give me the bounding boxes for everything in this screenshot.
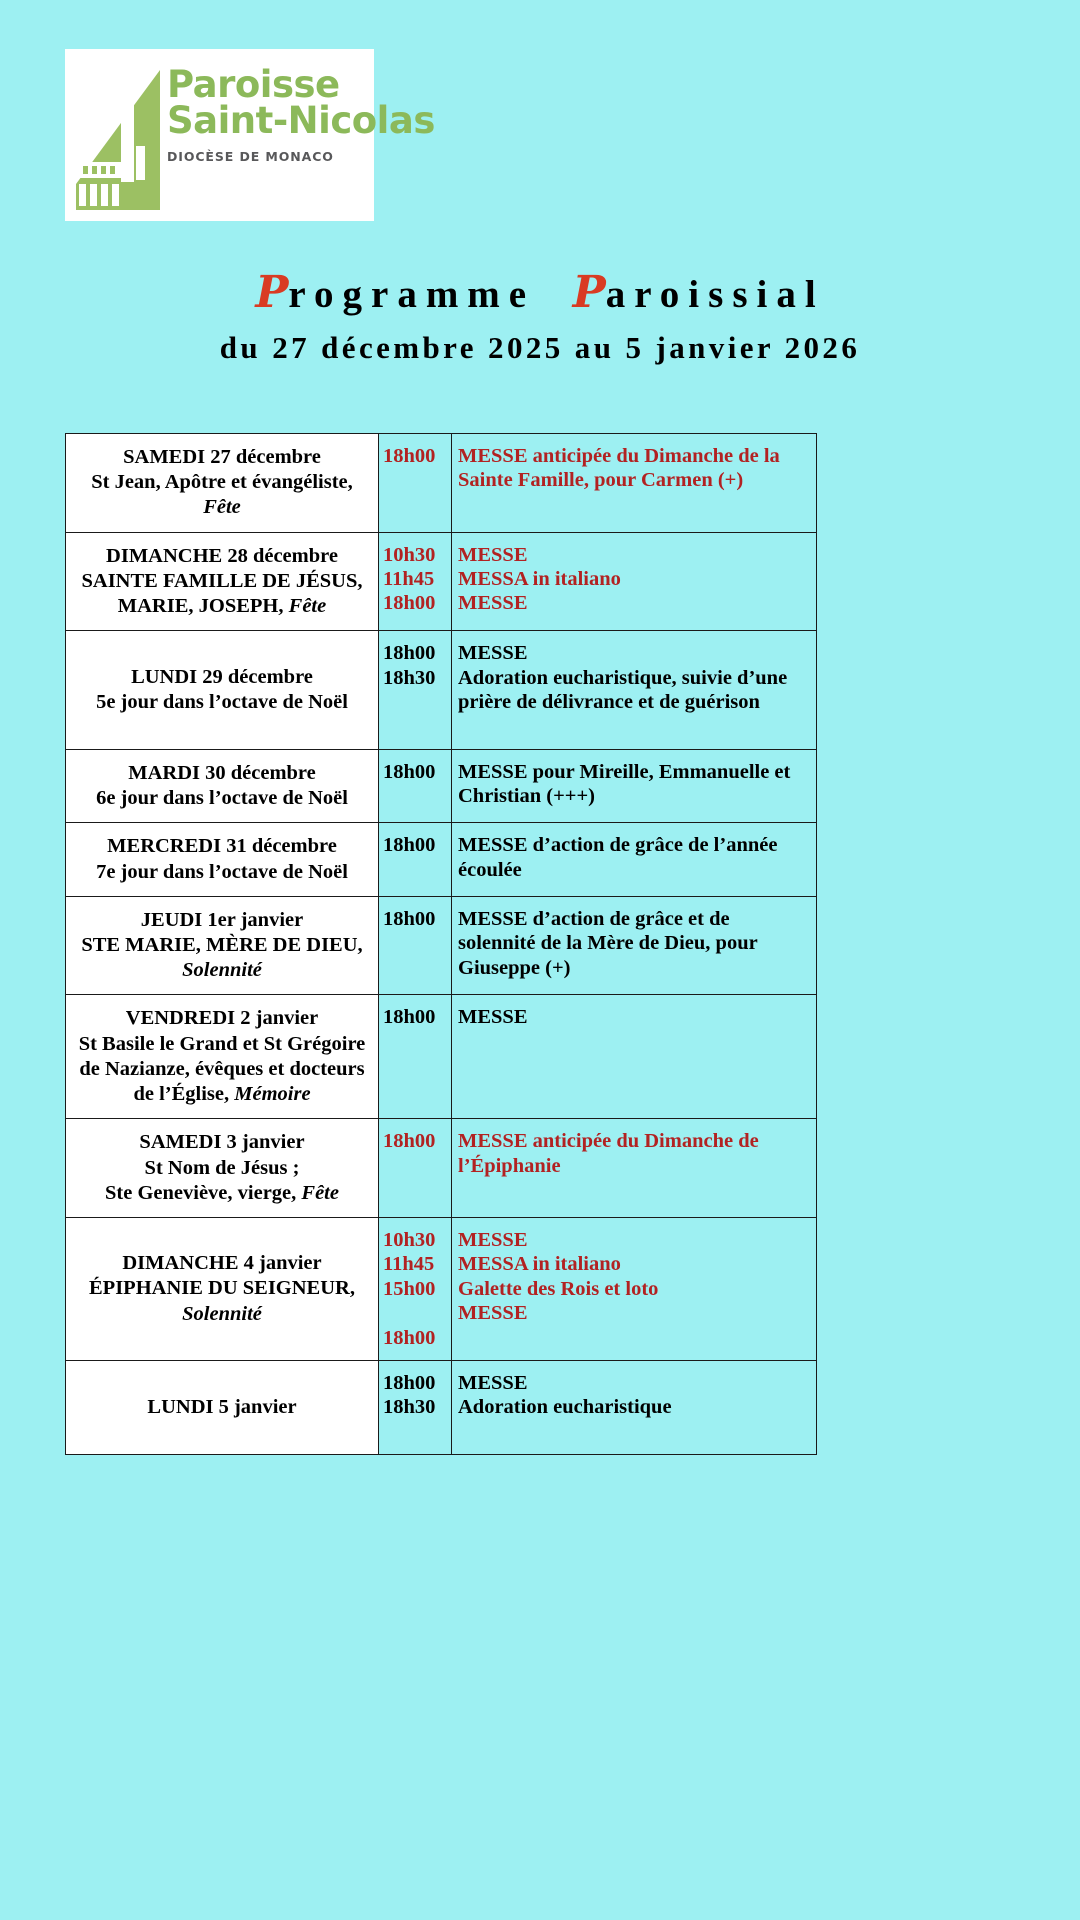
day-cell: [66, 749, 379, 822]
day-cell: [66, 1360, 379, 1454]
day-line: Ste Geneviève, vierge, Fête: [105, 1181, 339, 1204]
time-spacer: [383, 714, 445, 738]
table-row: [66, 1360, 817, 1454]
time-cell: [379, 749, 452, 822]
table-row: [66, 532, 817, 631]
event-description: MESSE pour Mireille, Emmanuelle et Christian (+++): [458, 760, 791, 808]
event-time: 11h45: [383, 1253, 435, 1276]
logo-name-line1: Paroisse: [167, 63, 340, 106]
table-row: [66, 1119, 817, 1218]
day-cell: [66, 995, 379, 1119]
event-description: Adoration eucharistique: [458, 1396, 672, 1419]
event-time: 18h00: [383, 1326, 436, 1349]
event-time: 18h00: [383, 834, 436, 857]
table-row: [66, 749, 817, 822]
event-time: 18h00: [383, 760, 436, 783]
event-time: 18h00: [383, 907, 436, 930]
event-description: MESSE d’action de grâce et de solennité de la Mère de Dieu, pour Giuseppe (+): [458, 907, 758, 979]
title-word-paroissial: aroissial: [605, 273, 825, 316]
description-cell: [452, 532, 817, 631]
title-initial-p2: P: [572, 267, 606, 318]
parish-logo: [65, 49, 435, 221]
time-cell: [379, 532, 452, 631]
event-description: MESSA in italiano: [458, 568, 621, 591]
title-initial-p1: P: [255, 267, 289, 318]
description-cell: [452, 823, 817, 896]
event-description: MESSE: [458, 1371, 528, 1394]
day-line: 7e jour dans l’octave de Noël: [96, 860, 348, 883]
table-row: [66, 1217, 817, 1360]
event-time: 10h30: [383, 1228, 436, 1251]
day-line: LUNDI 5 janvier: [147, 1395, 297, 1418]
event-description: MESSE: [458, 1228, 528, 1251]
time-cell: [379, 434, 452, 533]
day-line: MERCREDI 31 décembre: [107, 835, 337, 858]
day-line: VENDREDI 2 janvier: [125, 1007, 319, 1030]
day-cell: [66, 896, 379, 995]
day-line: St Basile le Grand et St Grégoire: [78, 1032, 366, 1055]
time-spacer: [383, 784, 445, 808]
event-time: 18h30: [383, 1396, 436, 1419]
table-row: [66, 896, 817, 995]
event-time: 10h30: [383, 543, 436, 566]
event-time: 18h00: [383, 592, 436, 615]
day-line: MARDI 30 décembre: [128, 761, 316, 784]
event-description: MESSE: [458, 1006, 528, 1029]
event-description: MESSE: [458, 543, 528, 566]
time-spacer: [383, 468, 445, 492]
event-description: MESSE d’action de grâce de l’année écoulée: [458, 834, 778, 881]
description-cell: [452, 995, 817, 1119]
time-spacer: [383, 1154, 445, 1178]
table-row: [66, 434, 817, 533]
table-row: [66, 631, 817, 750]
event-time: 11h45: [383, 568, 435, 591]
event-time: 18h00: [383, 642, 436, 665]
event-description: Galette des Rois et loto: [458, 1277, 659, 1300]
time-spacer: [383, 1420, 445, 1444]
day-line: STE MARIE, MÈRE DE DIEU,: [81, 933, 363, 956]
event-description: MESSE anticipée du Dimanche de la Sainte Famille, pour Carmen (+): [458, 445, 780, 492]
day-cell: [66, 1217, 379, 1360]
description-cell: [452, 1119, 817, 1218]
logo-inner: [65, 49, 435, 221]
time-spacer: [383, 690, 445, 714]
event-time: 18h00: [383, 1006, 436, 1029]
time-cell: [379, 631, 452, 750]
description-cell: [452, 631, 817, 750]
mass-schedule-table: [65, 433, 817, 1455]
liturgical-rank: Fête: [203, 496, 241, 519]
day-line: DIMANCHE 28 décembre: [106, 544, 338, 567]
schedule-body: [66, 434, 817, 1455]
event-time: 18h30: [383, 666, 436, 689]
logo-diocese-subtitle: DIOCÈSE DE MONACO: [167, 148, 334, 164]
event-description: MESSE: [458, 1302, 528, 1325]
day-cell: [66, 532, 379, 631]
logo-name-line2: Saint-Nicolas: [167, 99, 435, 143]
time-cell: [379, 1360, 452, 1454]
day-line: SAINTE FAMILLE DE JÉSUS,: [81, 569, 363, 592]
event-description: MESSE: [458, 592, 528, 615]
day-cell: [66, 631, 379, 750]
date-range-subtitle: du 27 décembre 2025 au 5 janvier 2026: [219, 330, 861, 365]
event-description: MESSE: [458, 642, 528, 665]
logo-wordmark: [167, 63, 435, 164]
description-cell: [452, 896, 817, 995]
day-line: St Nom de Jésus ;: [144, 1156, 300, 1179]
description-cell: [452, 434, 817, 533]
day-line: SAMEDI 27 décembre: [123, 446, 321, 468]
time-cell: [379, 896, 452, 995]
event-description: Adoration eucharistique, suivie d’une prière de délivrance et de guérison: [458, 666, 788, 714]
liturgical-rank: Fête: [301, 1181, 339, 1204]
description-cell: [452, 749, 817, 822]
time-spacer: [383, 858, 445, 882]
day-line: JEUDI 1er janvier: [140, 908, 304, 931]
day-line: St Jean, Apôtre et évangéliste, Fête: [91, 471, 353, 519]
event-time: 15h00: [383, 1277, 436, 1300]
day-line: SAMEDI 3 janvier: [139, 1131, 305, 1154]
description-cell: [452, 1360, 817, 1454]
day-line: DIMANCHE 4 janvier: [122, 1252, 322, 1275]
time-cell: [379, 1119, 452, 1218]
event-description: MESSE anticipée du Dimanche de l’Épiphanie: [458, 1130, 759, 1177]
day-cell: [66, 823, 379, 896]
time-cell: [379, 1217, 452, 1360]
day-line: LUNDI 29 décembre: [131, 665, 313, 688]
title-word-programme: rogramme: [288, 273, 536, 316]
time-spacer: [383, 956, 445, 980]
day-line: ÉPIPHANIE DU SEIGNEUR,: [89, 1277, 355, 1300]
liturgical-rank: Fête: [288, 595, 327, 618]
day-line: 5e jour dans l’octave de Noël: [96, 691, 348, 714]
time-cell: [379, 823, 452, 896]
event-description: MESSA in italiano: [458, 1253, 621, 1276]
day-line: 6e jour dans l’octave de Noël: [96, 787, 348, 810]
time-spacer: [383, 1301, 445, 1325]
day-cell: [66, 434, 379, 533]
event-time: 18h00: [383, 1371, 436, 1394]
time-spacer: [383, 931, 445, 955]
time-cell: [379, 995, 452, 1119]
table-row: [66, 823, 817, 896]
liturgical-rank: Mémoire: [234, 1083, 311, 1106]
description-cell: [452, 1217, 817, 1360]
church-building-icon: [74, 62, 162, 210]
day-line: Solennité: [182, 959, 262, 982]
day-line: de Nazianze, évêques et docteurs: [79, 1057, 365, 1080]
table-row: [66, 995, 817, 1119]
event-time: 18h00: [383, 445, 436, 467]
day-line: MARIE, JOSEPH, Fête: [117, 595, 327, 618]
page-title: [0, 267, 1080, 318]
day-line: Solennité: [182, 1302, 262, 1325]
day-line: de l’Église, Mémoire: [133, 1083, 311, 1106]
day-cell: [66, 1119, 379, 1218]
event-time: 18h00: [383, 1130, 436, 1153]
